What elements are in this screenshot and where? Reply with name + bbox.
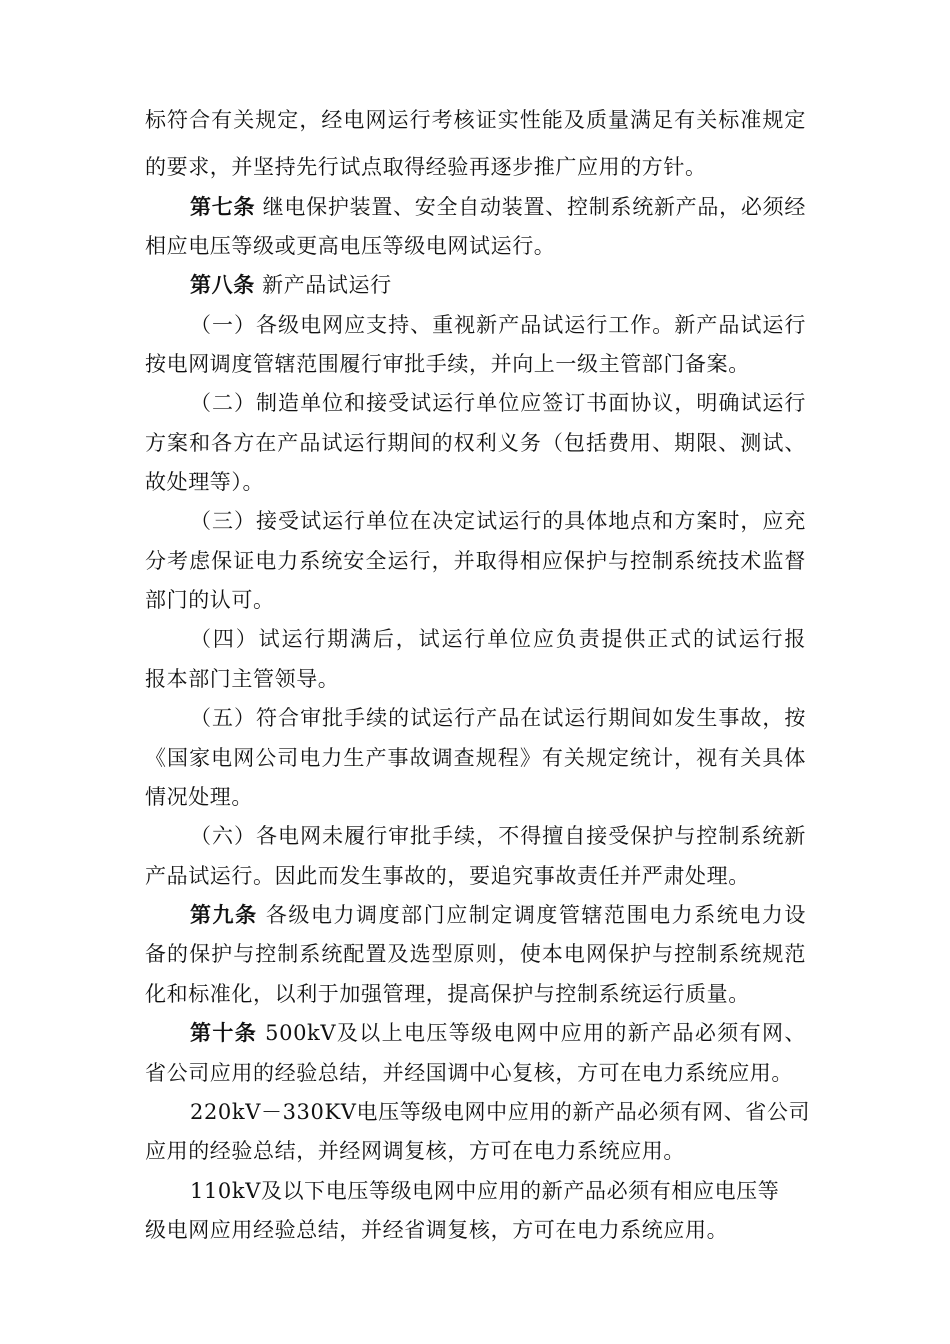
text-line [145, 547, 806, 575]
line-text: 方案和各方在产品试运行期间的权利义务（包括费用、期限、测试、 [145, 431, 806, 455]
text-line [190, 1177, 779, 1205]
line-text: （二）制造单位和接受试运行单位应签订书面协议，明确试运行 [190, 391, 806, 415]
text-line [190, 901, 806, 929]
text-line [190, 822, 806, 850]
text-line [145, 1137, 685, 1165]
line-text: （一）各级电网应支持、重视新产品试运行工作。新产品试运行 [190, 313, 806, 337]
line-text: 标符合有关规定，经电网运行考核证实性能及质量满足有关标准规定 [145, 108, 806, 132]
line-text: 500kV及以上电压等级电网中应用的新产品必须有网、 [257, 1021, 806, 1045]
line-text: 各级电力调度部门应制定调度管辖范围电力系统电力设 [257, 903, 806, 927]
line-text: 应用的经验总结，并经网调复核，方可在电力系统应用。 [145, 1139, 685, 1163]
text-line [190, 193, 806, 221]
line-text: 110kV及以下电压等级电网中应用的新产品必须有相应电压等 [190, 1179, 780, 1203]
text-line [190, 1098, 810, 1126]
line-text: 相应电压等级或更高电压等级电网试运行。 [145, 234, 556, 258]
line-text: 的要求，并坚持先行试点取得经验再逐步推广应用的方针。 [145, 155, 707, 179]
line-text: （六）各电网未履行审批手续，不得擅自接受保护与控制系统新 [190, 824, 806, 848]
line-text: 情况处理。 [145, 785, 253, 809]
line-text: 备的保护与控制系统配置及选型原则，使本电网保护与控制系统规范 [145, 942, 806, 966]
text-line [145, 862, 750, 890]
line-text: 报本部门主管领导。 [145, 667, 340, 691]
text-line [190, 311, 806, 339]
line-text: 故处理等）。 [145, 470, 265, 494]
article-number: 第十条 [190, 1021, 258, 1045]
line-text: 省公司应用的经验总结，并经国调中心复核，方可在电力系统应用。 [145, 1061, 793, 1085]
text-line [145, 783, 253, 811]
line-text: 产品试运行。因此而发生事故的，要追究事故责任并严肃处理。 [145, 864, 750, 888]
text-line [145, 106, 806, 134]
text-line [145, 744, 806, 772]
line-text: （三）接受试运行单位在决定试运行的具体地点和方案时，应充 [190, 509, 806, 533]
line-text: （四）试运行期满后，试运行单位应负责提供正式的试运行报 [190, 627, 806, 651]
line-text: 按电网调度管辖范围履行审批手续，并向上一级主管部门备案。 [145, 352, 750, 376]
text-line [190, 704, 806, 732]
line-text: 级电网应用经验总结，并经省调复核，方可在电力系统应用。 [145, 1218, 729, 1242]
text-line [145, 468, 264, 496]
text-line [145, 350, 750, 378]
article-number: 第八条 [190, 273, 255, 297]
text-line [145, 980, 750, 1008]
text-line [190, 1019, 806, 1047]
text-line [190, 271, 392, 299]
article-number: 第九条 [190, 903, 258, 927]
text-line [145, 1216, 728, 1244]
text-line [145, 940, 806, 968]
text-line [190, 507, 806, 535]
line-text: 《国家电网公司电力生产事故调查规程》有关规定统计，视有关具体 [145, 746, 806, 770]
text-line [145, 429, 806, 457]
line-text: 继电保护装置、安全自动装置、控制系统新产品，必须经 [255, 195, 806, 219]
line-text: 化和标准化，以利于加强管理，提高保护与控制系统运行质量。 [145, 982, 750, 1006]
text-line [145, 586, 275, 614]
line-text: 新产品试运行 [254, 273, 392, 297]
text-line [145, 232, 555, 260]
text-line [190, 389, 806, 417]
line-text: （五）符合审批手续的试运行产品在试运行期间如发生事故，按 [190, 706, 806, 730]
article-number: 第七条 [190, 195, 256, 219]
text-line [145, 665, 339, 693]
text-line [190, 625, 806, 653]
line-text: 220kV－330KV电压等级电网中应用的新产品必须有网、省公司 [190, 1100, 811, 1124]
line-text: 部门的认可。 [145, 588, 275, 612]
text-line [145, 1059, 793, 1087]
text-line [145, 153, 707, 181]
line-text: 分考虑保证电力系统安全运行，并取得相应保护与控制系统技术监督 [145, 549, 806, 573]
